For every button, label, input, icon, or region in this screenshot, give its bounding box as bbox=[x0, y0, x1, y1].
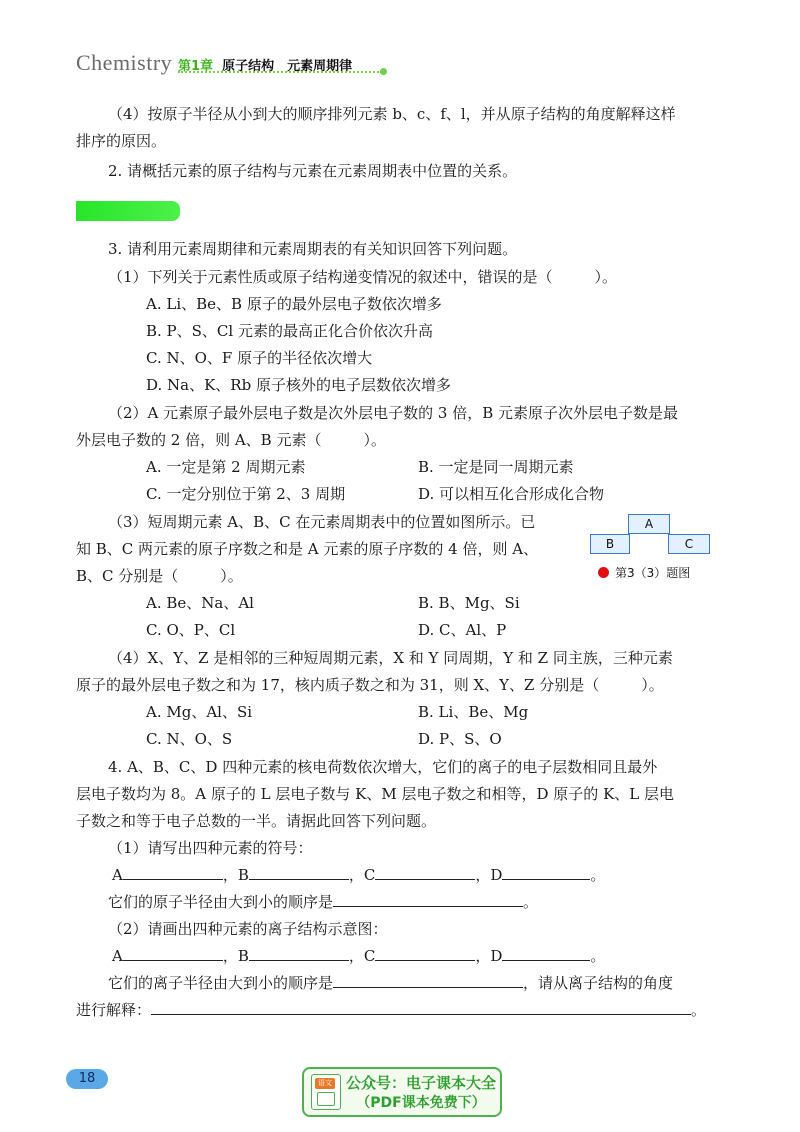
fill2-end: 。 bbox=[590, 947, 606, 965]
q4-2-explain-label: 进行解释： bbox=[76, 1001, 152, 1019]
q3-2-stem-end: ）。 bbox=[363, 431, 386, 449]
q3-2-line1: （2）A 元素原子最外层电子数是次外层电子数的 3 倍，B 元素原子次外层电子数是最 bbox=[108, 404, 679, 422]
q3-1-option-a: A. Li、Be、B 原子的最外层电子数依次增多 bbox=[146, 295, 442, 313]
q3-3-stem-text: B、C 分别是（ bbox=[76, 567, 179, 585]
q3-3-option-d: D. C、Al、P bbox=[418, 621, 507, 639]
q3-1-option-b: B. P、S、Cl 元素的最高正化合价依次升高 bbox=[146, 322, 433, 340]
question-4-line2: 层电子数均为 8。A 原子的 L 层电子数与 K、M 层电子数之和相等，D 原子的 K、L 层电 bbox=[76, 785, 675, 803]
q4-2-explain-end: 。 bbox=[691, 1001, 707, 1019]
fill-label-a: A bbox=[112, 866, 123, 884]
q3-4-stem-end: ）。 bbox=[641, 676, 664, 694]
q3-1-stem-end: ）。 bbox=[594, 268, 618, 286]
q3-4-line2 bbox=[76, 675, 664, 695]
fill-label-c: ，C bbox=[348, 866, 376, 884]
periodic-position-diagram bbox=[590, 514, 720, 554]
q3-3-option-c: C. O、P、Cl bbox=[146, 621, 236, 639]
ion-diagram-blank-b[interactable] bbox=[249, 946, 349, 961]
q3-3-stem-end: ）。 bbox=[220, 567, 243, 585]
section-header-bar bbox=[76, 201, 180, 221]
answer-blank-c[interactable] bbox=[375, 865, 475, 880]
q3-3-line2: 知 B、C 两元素的原子序数之和是 A 元素的原子序数的 4 倍，则 A、 bbox=[76, 540, 539, 558]
q4-2-diagram-fill-row bbox=[112, 946, 605, 966]
fill2-label-d: ，D bbox=[475, 947, 503, 965]
q4-1-order-end: 。 bbox=[523, 893, 539, 911]
q3-2-option-d: D. 可以相互化合形成化合物 bbox=[418, 485, 605, 503]
header-dotted-rule bbox=[178, 71, 382, 73]
ion-diagram-blank-c[interactable] bbox=[375, 946, 475, 961]
q4-1-order-text: 它们的原子半径由大到小的顺序是 bbox=[108, 893, 334, 911]
question-2: 2. 请概括元素的原子结构与元素在元素周期表中位置的关系。 bbox=[108, 162, 518, 180]
ion-diagram-blank-a[interactable] bbox=[123, 946, 223, 961]
watermark-line1: 公众号：电子课本大全 bbox=[346, 1074, 497, 1092]
header-dot bbox=[380, 68, 387, 75]
fill-label-d: ，D bbox=[475, 866, 503, 884]
q3-2-option-a: A. 一定是第 2 周期元素 bbox=[146, 458, 306, 476]
chapter-title: 原子结构 元素周期律 bbox=[222, 59, 353, 74]
q3-1-option-d: D. Na、K、Rb 原子核外的电子层数依次增多 bbox=[146, 376, 451, 394]
q3-3-option-a: A. Be、Na、Al bbox=[146, 594, 254, 612]
watermark-line2: （PDF课本免费下） bbox=[356, 1095, 486, 1111]
q4-2-order-suffix: ，请从离子结构的角度 bbox=[523, 974, 674, 992]
element-box-c: C bbox=[668, 534, 710, 554]
q4-1-symbol-fill-row bbox=[112, 865, 605, 885]
q3-4-option-c: C. N、O、S bbox=[146, 730, 233, 748]
question-4-line3: 子数之和等于电子总数的一半。请据此回答下列问题。 bbox=[76, 812, 437, 830]
figure-caption bbox=[598, 564, 690, 581]
question-3: 3. 请利用元素周期律和元素周期表的有关知识回答下列问题。 bbox=[108, 240, 518, 258]
q4-2-order-row bbox=[108, 973, 673, 993]
book-icon bbox=[311, 1074, 341, 1110]
q4-2-prompt: （2）请画出四种元素的离子结构示意图： bbox=[108, 920, 388, 938]
fill2-label-a: A bbox=[112, 947, 123, 965]
fill-label-b: ，B bbox=[222, 866, 249, 884]
q3-4-line1: （4）X、Y、Z 是相邻的三种短周期元素，X 和 Y 同周期，Y 和 Z 同主族，三种元素 bbox=[108, 649, 673, 667]
q3-2-option-b: B. 一定是同一周期元素 bbox=[418, 458, 574, 476]
page-number: 18 bbox=[66, 1069, 108, 1089]
q4-2-explain-row bbox=[76, 1000, 706, 1020]
q1-4-line2: 排序的原因。 bbox=[76, 132, 167, 150]
book-icon-label: 语文 bbox=[315, 1078, 335, 1089]
q3-1-option-c: C. N、O、F 原子的半径依次增大 bbox=[146, 349, 373, 367]
chapter-number: 第1章 bbox=[178, 59, 214, 74]
q4-1-prompt: （1）请写出四种元素的符号： bbox=[108, 839, 313, 857]
watermark-badge bbox=[302, 1067, 502, 1117]
q1-4-line1: （4）按原子半径从小到大的顺序排列元素 b、c、f、l，并从原子结构的角度解释这样 bbox=[108, 105, 676, 123]
question-4-line1: 4. A、B、C、D 四种元素的核电荷数依次增大，它们的离子的电子层数相同且最外 bbox=[108, 758, 658, 776]
q3-2-stem-text: 外层电子数的 2 倍，则 A、B 元素（ bbox=[76, 431, 322, 449]
answer-blank-a[interactable] bbox=[123, 865, 223, 880]
q3-4-option-b: B. Li、Be、Mg bbox=[418, 703, 529, 721]
fill2-label-c: ，C bbox=[348, 947, 376, 965]
q3-2-line2 bbox=[76, 430, 386, 450]
fill2-label-b: ，B bbox=[222, 947, 249, 965]
element-box-b: B bbox=[590, 534, 630, 554]
q3-4-option-d: D. P、S、O bbox=[418, 730, 502, 748]
answer-blank-b[interactable] bbox=[249, 865, 349, 880]
caption-bullet-icon bbox=[598, 567, 609, 578]
element-box-a: A bbox=[628, 514, 670, 534]
q4-1-order-row bbox=[108, 892, 538, 912]
q3-1-stem bbox=[108, 267, 617, 287]
q3-2-option-c: C. 一定分别位于第 2、3 周期 bbox=[146, 485, 346, 503]
q3-3-line1: （3）短周期元素 A、B、C 在元素周期表中的位置如图所示。已 bbox=[108, 513, 536, 531]
explanation-blank[interactable] bbox=[151, 1000, 691, 1015]
fill-end: 。 bbox=[590, 866, 606, 884]
q3-3-option-b: B. B、Mg、Si bbox=[418, 594, 520, 612]
atomic-radius-order-blank[interactable] bbox=[333, 892, 523, 907]
q4-2-order-text: 它们的离子半径由大到小的顺序是 bbox=[108, 974, 334, 992]
figure-caption-text: 第3（3）题图 bbox=[615, 566, 691, 580]
q3-3-line3 bbox=[76, 566, 243, 586]
answer-blank-d[interactable] bbox=[502, 865, 590, 880]
subject-title: Chemistry bbox=[76, 50, 173, 75]
q3-4-option-a: A. Mg、Al、Si bbox=[146, 703, 253, 721]
ionic-radius-order-blank[interactable] bbox=[333, 973, 523, 988]
ion-diagram-blank-d[interactable] bbox=[502, 946, 590, 961]
q3-1-stem-text: （1）下列关于元素性质或原子结构递变情况的叙述中，错误的是（ bbox=[108, 268, 553, 286]
q3-4-stem-text: 原子的最外层电子数之和为 17，核内质子数之和为 31，则 X、Y、Z 分别是（ bbox=[76, 676, 600, 694]
